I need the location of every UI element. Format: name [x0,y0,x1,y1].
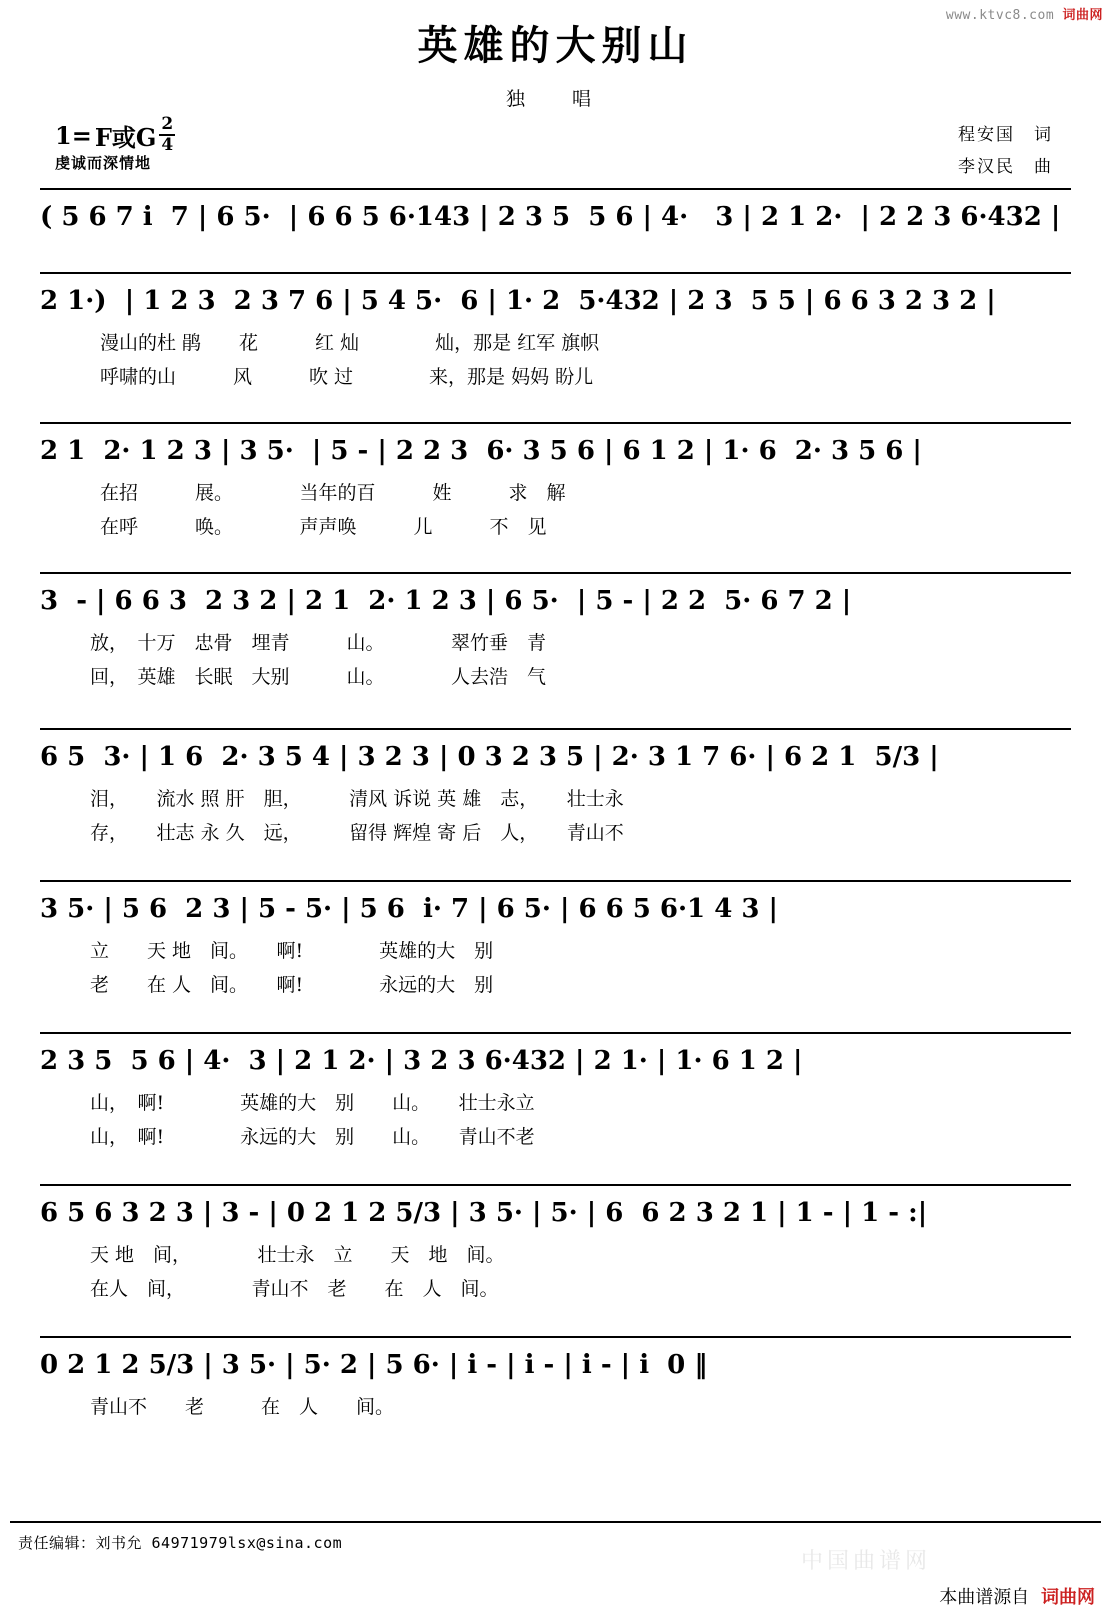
notation-row: 2 1 2· 1 2 3 | 3 5· | 5 - | 2 2 3 6· 3 5 6 | 6 1 2 | 1· 6 2· 3 5 6 | [40,436,922,466]
staff-line [40,572,1071,628]
source-prefix: 本曲谱源自 [939,1587,1030,1608]
lyrics-verse-1 [40,1392,1071,1426]
score-system-6 [40,880,1071,1004]
lyric-text: 天 地 间， 壮士永 立 天 地 间。 [90,1244,505,1266]
lyrics-verse-1 [40,628,1071,662]
composer-credit: 李汉民 曲 [958,157,1053,177]
expression-mark: 虔诚而深情地 [55,154,152,172]
lyric-text: 山， 啊! 永远的大 别 山。 青山不老 [90,1126,535,1148]
source-watermark [939,1583,1095,1609]
lyrics-verse-1 [40,784,1071,818]
key-signature [55,116,175,154]
lyric-text: 呼啸的山 风 吹 过 来，那是 妈妈 盼儿 [100,366,594,388]
lyrics-verse-2 [40,1274,1071,1308]
staff-line [40,1336,1071,1392]
score-system-7 [40,1032,1071,1156]
lyric-text: 存， 壮志 永 久 远， 留得 辉煌 寄 后 人， 青山不 [90,822,624,844]
editor-credit: 责任编辑：刘书允 64971979lsx@sina.com [18,1534,343,1552]
lyric-text: 立 天 地 间。 啊! 英雄的大 别 [90,940,494,962]
notation-row: 6 5 6 3 2 3 | 3 - | 0 2 1 2 5/3 | 3 5· | 5· | 6 6 2 3 2 1 | 1 - | 1 - :| [40,1198,928,1228]
staff-line [40,422,1071,478]
lyric-text: 在人 间， 青山不 老 在 人 间。 [90,1278,499,1300]
score-system-2 [40,272,1071,396]
lyric-text: 山， 啊! 英雄的大 别 山。 壮士永立 [90,1092,535,1114]
source-brand: 词曲网 [1041,1587,1095,1608]
lyric-text: 青山不 老 在 人 间。 [90,1396,395,1418]
score-system-3 [40,422,1071,546]
meter-numerator: 2 [161,114,174,134]
lyric-text: 回， 英雄 长眠 大别 山。 人去浩 气 [90,666,547,688]
lyrics-verse-1 [40,936,1071,970]
notation-row: 3 5· | 5 6 2 3 | 5 - 5· | 5 6 i· 7 | 6 5· | 6 6 5 6·1 4 3 | [40,894,778,924]
staff-line [40,880,1071,936]
staff-line [40,188,1071,244]
lyric-text: 漫山的杜 鹃 花 红 灿 灿，那是 红军 旗帜 [100,332,600,354]
time-signature [159,116,175,154]
staff-line [40,1184,1071,1240]
key-value: F或G [94,122,157,152]
notation-row: 6 5 3· | 1 6 2· 3 5 4 | 3 2 3 | 0 3 2 3 5 | 2· 3 1 7 6· | 6 2 1 5/3 | [40,742,939,772]
lyric-text: 在招 展。 当年的百 姓 求 解 [100,482,566,504]
score-system-5 [40,728,1071,852]
watermark-brand: 词曲网 [1062,8,1103,23]
staff-line [40,1032,1071,1088]
lyric-text: 老 在 人 间。 啊! 永远的大 别 [90,974,494,996]
score-system-4 [40,572,1071,696]
lyrics-verse-1 [40,1088,1071,1122]
notation-row: ( 5 6 7 i 7 | 6 5· | 6 6 5 6·143 | 2 3 5 5 6 | 4· 3 | 2 1 2· | 2 2 3 6·432 | [40,202,1061,232]
watermark-url: www.ktvc8.com [945,8,1055,23]
page-subtitle: 独 唱 [505,88,605,110]
notation-row: 2 1·) | 1 2 3 2 3 7 6 | 5 4 5· 6 | 1· 2 5·432 | 2 3 5 5 | 6 6 3 2 3 2 | [40,286,996,316]
lyrics-verse-2 [40,362,1071,396]
ghost-watermark: 中国曲谱网 [800,1549,931,1574]
lyricist-credit: 程安国 词 [958,125,1053,145]
lyric-text: 在呼 唤。 声声唤 儿 不 见 [100,516,547,538]
lyrics-verse-2 [40,970,1071,1004]
lyrics-verse-2 [40,512,1071,546]
score-system-8 [40,1184,1071,1308]
notation-row: 0 2 1 2 5/3 | 3 5· | 5· 2 | 5 6· | i - | i - | i - | i 0 ‖ [40,1350,708,1380]
lyrics-verse-1 [40,1240,1071,1274]
lyric-text: 泪， 流水 照 肝 胆， 清风 诉说 英 雄 志， 壮士永 [90,788,624,810]
page-title: 英雄的大别山 [417,22,694,69]
score-system-1 [40,188,1071,244]
lyrics-verse-2 [40,662,1071,696]
key-label: 1= [55,120,92,150]
notation-row: 2 3 5 5 6 | 4· 3 | 2 1 2· | 3 2 3 6·432 | 2 1· | 1· 6 1 2 | [40,1046,803,1076]
lyrics-verse-1 [40,478,1071,512]
lyrics-verse-2 [40,1122,1071,1156]
lyric-text: 放， 十万 忠骨 埋青 山。 翠竹垂 青 [90,632,547,654]
lyrics-verse-1 [40,328,1071,362]
notation-row: 3 - | 6 6 3 2 3 2 | 2 1 2· 1 2 3 | 6 5· | 5 - | 2 2 5· 6 7 2 | [40,586,852,616]
footer-divider [10,1521,1101,1523]
staff-line [40,728,1071,784]
meter-denominator: 4 [161,135,174,155]
lyrics-verse-2 [40,818,1071,852]
score-system-9 [40,1336,1071,1426]
staff-line [40,272,1071,328]
